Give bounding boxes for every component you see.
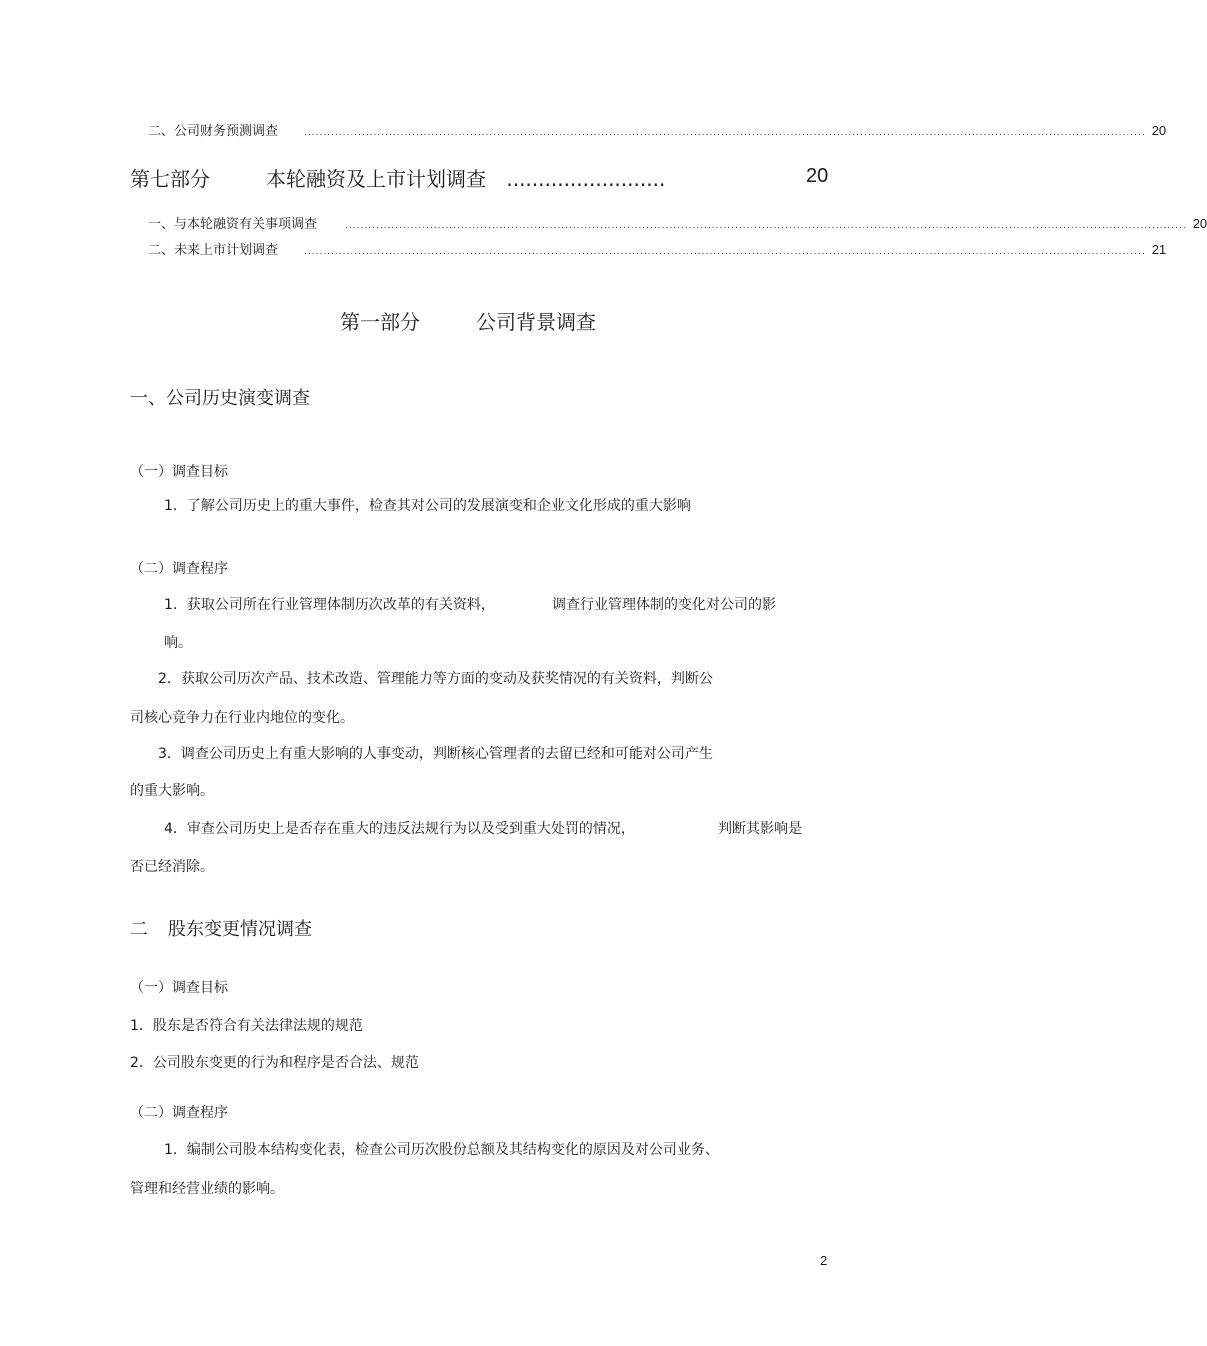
- toc-part7-title[interactable]: [130, 163, 210, 192]
- paragraph: 1．编制公司股本结构变化表，检查公司历次股份总额及其结构变化的原因及对公司业务、: [164, 1142, 719, 1158]
- toc-label: 二、未来上市计划调查: [148, 243, 279, 258]
- paragraph: 1．了解公司历史上的重大事件，检查其对公司的发展演变和企业文化形成的重大影响: [164, 498, 691, 514]
- toc-leader-dots: ..........................................................................................................................................................................................................................: [345, 221, 1187, 231]
- paragraph: 司核心竞争力在行业内地位的变化。: [130, 710, 354, 726]
- toc-label: 二、公司财务预测调查: [148, 124, 279, 139]
- subsection-heading: （一）调查目标: [130, 980, 228, 996]
- paragraph: 的重大影响。: [130, 783, 214, 799]
- paragraph: 3．调查公司历史上有重大影响的人事变动，判断核心管理者的去留已经和可能对公司产生: [158, 746, 713, 762]
- toc-page-number: 20: [1192, 216, 1207, 231]
- section-title: 股东变更情况调查: [168, 919, 312, 940]
- toc-leader-dots: .........................: [506, 167, 666, 191]
- page-number: 2: [820, 1253, 828, 1268]
- paragraph: 响。: [164, 635, 192, 651]
- toc-label: 一、与本轮融资有关事项调查: [148, 217, 318, 232]
- toc-leader-dots: ..........................................................................................................................................................................................................................: [304, 247, 1146, 257]
- paragraph: 管理和经营业绩的影响。: [130, 1181, 284, 1197]
- toc-leader-dots: ..........................................................................................................................................................................................................................: [304, 128, 1146, 138]
- toc-row-financial-forecast[interactable]: [148, 120, 1167, 139]
- toc-page-number: 20: [1151, 123, 1167, 138]
- part-title-number: 第一部分: [340, 310, 420, 334]
- toc-page-number: 20: [806, 165, 829, 187]
- paragraph: 2．公司股东变更的行为和程序是否合法、规范: [130, 1055, 419, 1071]
- section-title-number: 二: [130, 919, 148, 940]
- paragraph: 调查行业管理体制的变化对公司的影: [552, 597, 776, 613]
- part-title-text: 公司背景调查: [476, 310, 596, 334]
- toc-part7-subtitle[interactable]: 本轮融资及上市计划调查 .........................: [266, 167, 666, 191]
- paragraph: 4．审查公司历史上是否存在重大的违反法规行为以及受到重大处罚的情况，: [164, 821, 635, 837]
- paragraph: 1．获取公司所在行业管理体制历次改革的有关资料，: [164, 597, 495, 613]
- toc-part7-number: 第七部分: [130, 167, 210, 191]
- toc-row-listing-plan[interactable]: [148, 239, 1167, 258]
- section-title: 一、公司历史演变调查: [130, 388, 310, 409]
- paragraph: 否已经消除。: [130, 859, 214, 875]
- subsection-heading: （二）调查程序: [130, 1105, 228, 1121]
- subsection-heading: （二）调查程序: [130, 561, 228, 577]
- toc-row-financing-matters[interactable]: [148, 213, 1207, 232]
- paragraph: 2．获取公司历次产品、技术改造、管理能力等方面的变动及获奖情况的有关资料，判断公: [158, 671, 713, 687]
- paragraph: 判断其影响是: [718, 821, 802, 837]
- toc-page-number: 21: [1151, 242, 1167, 257]
- subsection-heading: （一）调查目标: [130, 464, 228, 480]
- paragraph: 1．股东是否符合有关法律法规的规范: [130, 1018, 363, 1034]
